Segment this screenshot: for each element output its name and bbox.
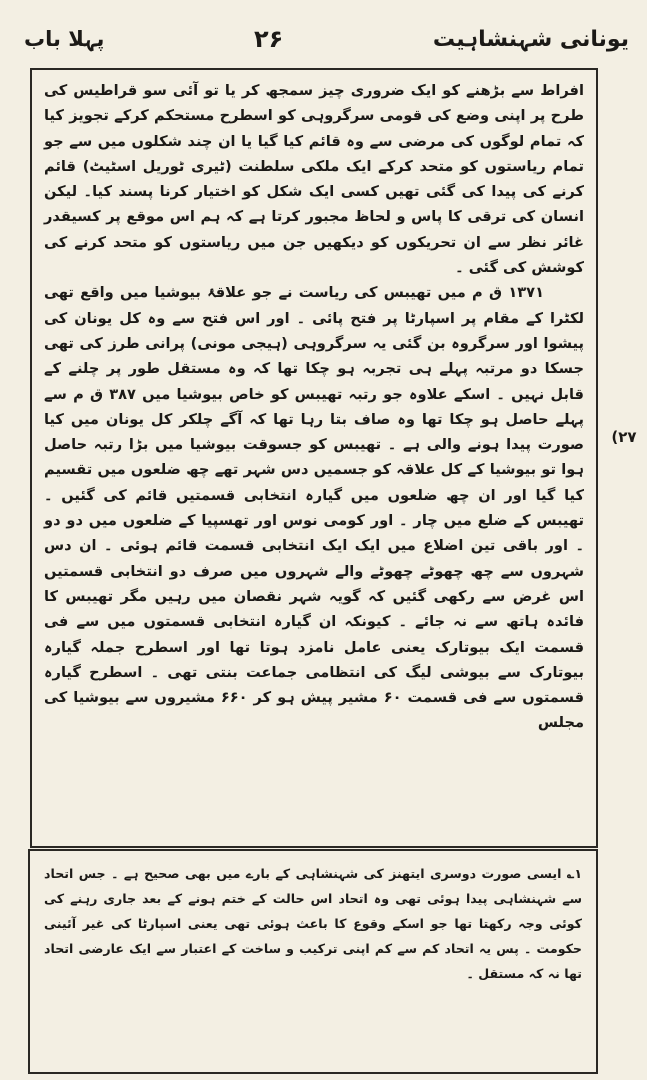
paragraph: ۱۳۷۱ ق م میں تھیبس کی ریاست نے جو علاقۂ بیوشیا میں واقع تھی لکٹرا کے مقام پر اسپارٹا پر فتح پائی ۔ اور اس فتح سے وہ کل یونان کی پیشوا اور سرگروہ بن گئی یہ سرگروہی (ہیجی مونی) پرانی طرز کی تھی جسکا دو مرتبہ پہلے ہی تجربہ ہو چکا تھا کہ وہ مستقل طور پر چلنے کے قابل نہیں ۔ اسکے علاوہ جو رتبہ تھیبس کو خاص بیوشیا میں ۳۸۷ ق م سے پہلے حاصل ہو چکا تھا وہ صاف بتا رہا تھا کہ آگے چلکر کل یونان میں کیا صورت پیدا ہونے والی ہے ۔ تھیبس کو جسوقت بیوشیا میں بڑا رتبہ حاصل ہوا تو بیوشیا کے کل علاقہ کو جسمیں دس شہر تھے چھ ضلعوں میں تقسیم کیا گیا اور ان چھ ضلعوں میں گیارہ انتخابی قسمتیں قائم کی گئیں ۔ تھیبس کے ضلع میں چار ۔ اور کومی نوس اور تھسپیا کے ضلعوں میں دو دو ۔ اور باقی تین اضلاع میں ایک ایک انتخابی قسمت قائم ہوئی ۔ ان دس شہروں سے چھ چھوٹے چھوٹے والے شہروں میں صرف دو انتخابی قسمتیں اس غرض سے رکھی گئیں کہ گویہ شہر نقصان میں رہیں مگر تھیبس کا فائدہ ہاتھ سے نہ جائے ۔ کیونکہ ان گیارہ انتخابی قسمتوں میں سے فی قسمت ایک بیوتارک یعنی عامل نامزد ہوتا تھا اور اسطرح جملہ گیارہ بیوتارک سے بیوشی لیگ کی انتظامی جماعت بنتی تھی ۔ اسطرح گیارہ قسمتوں سے فی قسمت ۶۰ مشیر پیش ہو کر ۶۶۰ مشیروں سے بیوشیا کی مجلس	[44, 284, 584, 732]
running-title: یونانی شہنشاہیت	[432, 26, 629, 52]
page-number: ۲۶	[253, 25, 284, 53]
chapter-label: پہلا باب	[24, 27, 105, 51]
footnote-text: ۱؎ ایسی صورت دوسری ایتھنز کی شہنشاہی کے بارے میں بھی صحیح ہے ۔ جس اتحاد سے شہنشاہی پیدا ہوئی تھی وہ اتحاد اس حالت کے ختم ہونے کے بعد جاری رہنے کی کوئی وجہ رکھتا تھا جو اسکے وقوع کا باعث ہوئی تھی یعنی اسپارٹا کی غیر آئینی حکومت ۔ پس یہ اتحاد کم سے کم اپنی ترکیب و ساخت کے اعتبار سے ایک عارضی اتحاد تھا نہ کہ مستقل ۔	[44, 866, 582, 981]
paragraph: افراط سے بڑھنے کو ایک ضروری چیز سمجھ کر یا تو آئی سو قراطیس کی طرح پر اپنی وضع کی قومی سرگروہی کو اسطرح مستحکم کرکے تجویز کیا کہ تمام لوگوں کی مرضی سے وہ قائم کیا گیا یا ان چند شکلوں میں سے جو تمام ریاستوں کو متحد کرکے ایک ملکی سلطنت (ٹیری ٹوریل اسٹیٹ) قائم کرنے کی پیدا کی گئی تھیں کسی ایک شکل کو اختیار کرنا پسند کیا۔ لیکن انسان کی ترقی کا پاس و لحاظ مجبور کرتا ہے کہ ہم اس موقع پر کسیقدر غائر نظر سے ان تحریکوں کو دیکھیں جن میں ریاستوں کو متحد کرنے کی کوشش کی گئی ۔	[44, 82, 584, 277]
page-header	[24, 16, 629, 62]
main-text	[44, 78, 584, 736]
main-text-frame	[30, 68, 598, 848]
margin-page-reference: (۲۷	[611, 428, 637, 446]
footnote-box	[28, 849, 598, 1074]
